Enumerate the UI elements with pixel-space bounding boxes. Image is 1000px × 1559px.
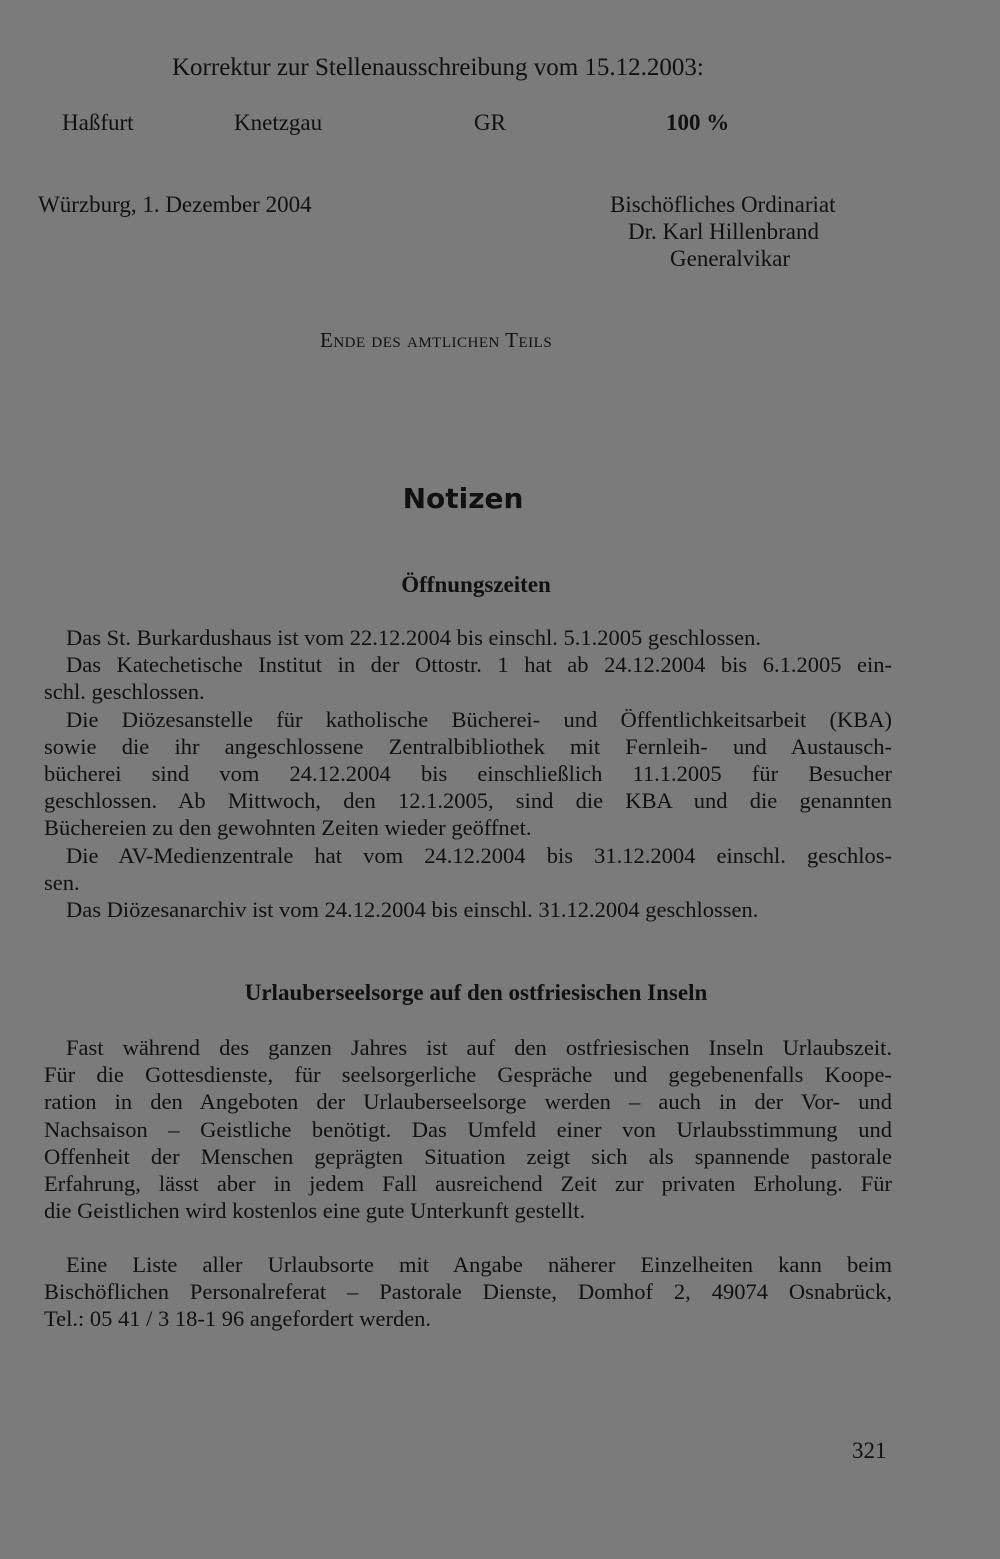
- text-line: Die AV-Medienzentrale hat vom 24.12.2004 bis 31.12.2004 einschl. geschlos-: [66, 842, 892, 868]
- text-line: Das Diözesanarchiv ist vom 24.12.2004 bis einschl. 31.12.2004 geschlossen.: [66, 897, 759, 923]
- urlauberseelsorge-heading: Urlauberseelsorge auf den ostfriesischen Inseln: [244, 980, 708, 1005]
- text-line: Das St. Burkardushaus ist vom 22.12.2004 bis einschl. 5.1.2005 geschlossen.: [66, 625, 761, 650]
- signature-role: Generalvikar: [670, 246, 791, 271]
- text-line: schl. geschlossen.: [44, 679, 205, 705]
- text-line: Für die Gottesdienste, für seelsorgerliche Gespräche und gegebenenfalls Koope-: [44, 1062, 892, 1088]
- text-line: die Geistlichen wird kostenlos eine gute Unterkunft gestellt.: [44, 1198, 586, 1224]
- date-line: Würzburg, 1. Dezember 2004: [38, 192, 312, 217]
- end-of-official-section: Ende des amtlichen Teils: [320, 328, 553, 352]
- signature-office: Bischöfliches Ordinariat: [610, 192, 836, 217]
- text-line: Fast während des ganzen Jahres ist auf den ostfriesischen Inseln Urlaubszeit.: [66, 1035, 892, 1060]
- text-line: sen.: [44, 869, 80, 895]
- text-line: Bischöflichen Personalreferat – Pastorale Dienste, Domhof 2, 49074 Osnabrück,: [44, 1279, 892, 1305]
- page-number: 321: [852, 1438, 887, 1463]
- text-line: Das Katechetische Institut in der Ottostr. 1 hat ab 24.12.2004 bis 6.1.2005 ein-: [66, 652, 892, 678]
- type-cell: GR: [474, 110, 506, 135]
- text-line: ration in den Angeboten der Urlauberseelsorge werden – auch in der Vor- und: [44, 1089, 892, 1115]
- text-line: sowie die ihr angeschlossene Zentralbibliothek mit Fernleih- und Austausch-: [44, 733, 892, 759]
- oeffnungszeiten-heading: Öffnungszeiten: [401, 572, 551, 597]
- text-line: bücherei sind vom 24.12.2004 bis einschließlich 11.1.2005 für Besucher: [44, 761, 892, 787]
- urlauberseelsorge-paragraph-2: [44, 1251, 892, 1333]
- correction-title: Korrektur zur Stellenausschreibung vom 15.12.2003:: [172, 54, 704, 81]
- urlauberseelsorge-paragraph-1: [44, 1034, 892, 1224]
- place-cell: Knetzgau: [234, 110, 323, 135]
- text-line: Erfahrung, lässt aber in jedem Fall ausreichend Zeit zur privaten Erholung. Für: [44, 1171, 892, 1197]
- text-line: Nachsaison – Geistliche benötigt. Das Umfeld einer von Urlaubsstimmung und: [44, 1116, 892, 1142]
- percent-cell: 100 %: [666, 110, 730, 135]
- text-line: Tel.: 05 41 / 3 18-1 96 angefordert werden.: [44, 1306, 432, 1332]
- text-line: Eine Liste aller Urlaubsorte mit Angabe näherer Einzelheiten kann beim: [66, 1252, 892, 1277]
- signature-name: Dr. Karl Hillenbrand: [628, 219, 819, 244]
- text-line: geschlossen. Ab Mittwoch, den 12.1.2005, sind die KBA und die genannten: [44, 788, 892, 814]
- oeffnungszeiten-text: [44, 624, 892, 923]
- text-line: Die Diözesanstelle für katholische Bücherei- und Öffentlichkeitsarbeit (KBA): [66, 706, 892, 732]
- text-line: Offenheit der Menschen geprägten Situation zeigt sich als spannende pastorale: [44, 1143, 892, 1169]
- district-cell: Haßfurt: [62, 110, 134, 135]
- section-title: Notizen: [402, 482, 524, 515]
- text-line: Büchereien zu den gewohnten Zeiten wieder geöffnet.: [44, 815, 532, 841]
